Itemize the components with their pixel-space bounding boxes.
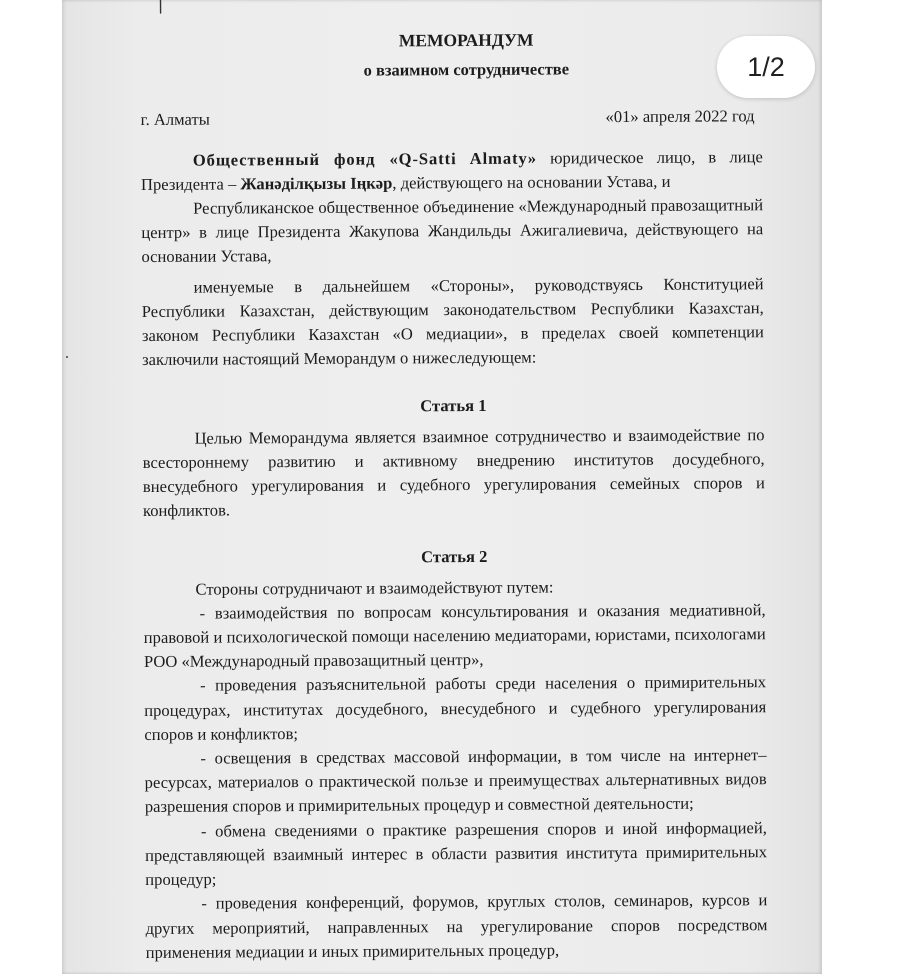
scan-speck	[66, 356, 68, 358]
doc-subtitle: о взаимном сотрудничестве	[363, 59, 570, 80]
date: «01» апреля 2022 год	[605, 106, 755, 127]
city: г. Алматы	[140, 109, 210, 130]
pen-mark	[158, 0, 163, 14]
article2-heading: Статья 2	[421, 547, 488, 567]
place-date-line	[141, 105, 755, 133]
preamble-paragraph: именуемые в дальнейшем «Стороны», руководствуясь Конституцией Республики Казахстан, действующим законодательством Республики Казахстан, законом Республики Казахстан «О медиации», в пределах своей компетенции заключили настоящий Меморандум о нижеследующем:	[141, 273, 764, 370]
viewer-margin-right	[822, 0, 900, 974]
page-indicator[interactable]: 1/2	[717, 36, 815, 98]
article1-heading: Статья 1	[420, 396, 487, 416]
party1-paragraph	[141, 145, 763, 197]
article2-item: - проведения разъяснительной работы среди населения о примирительных процедурах, институтах досудебного, внесудебного и судебного урегулирования споров и конфликтов;	[144, 672, 767, 744]
party1-text-after: , действующего на основании Устава, и	[392, 171, 671, 193]
party1-text-before: юридическое лицо, в лице Президента –	[140, 146, 763, 194]
memorandum-text	[140, 18, 768, 965]
party2-paragraph: Республиканское общественное объединение «Международный правозащитный центр» в лице Президента Жакупова Жандильды Ажигалиевича, действующего на основании Устава,	[141, 195, 764, 267]
article2-intro: Стороны сотрудничают и взаимодействуют путем:	[195, 577, 554, 599]
party1-president: Жанәділқызы Іңкәр	[240, 173, 393, 194]
article2-item: - обмена сведениями о практике разрешения споров и иной информацией, представляющей взаимный интерес в области развития института примирительных процедур;	[145, 817, 768, 890]
article2-item: - освещения в средствах массовой информации, в том числе на интернет–ресурсах, материалов о практической пользе и преимуществах альтернативных видов разрешения споров и примирительных процедур и совместной деятельности;	[144, 745, 767, 817]
article2-item: - взаимодействия по вопросам консультирования и оказания медиативной, правовой и психологической помощи населению медиаторами, юристами, психологами РОО «Международный правозащитный центр»,	[143, 600, 766, 672]
party1-org-name: Общественный фонд «Q-Satti Almaty»	[192, 148, 537, 170]
article2-item: - проведения конференций, форумов, круглых столов, семинаров, курсов и других мероприятий, направленных на урегулирование споров посредством применения медиации и иных примирительных процедур,	[145, 890, 768, 962]
doc-title: МЕМОРАНДУМ	[398, 29, 534, 51]
article1-text: Целью Меморандума является взаимное сотрудничество и взаимодействие по всестороннему развитию и активному внедрению институтов досудебного, внесудебного урегулирования и судебного урегулирования семейных споров и конфликтов.	[142, 424, 765, 521]
viewer-margin-left	[0, 0, 62, 974]
